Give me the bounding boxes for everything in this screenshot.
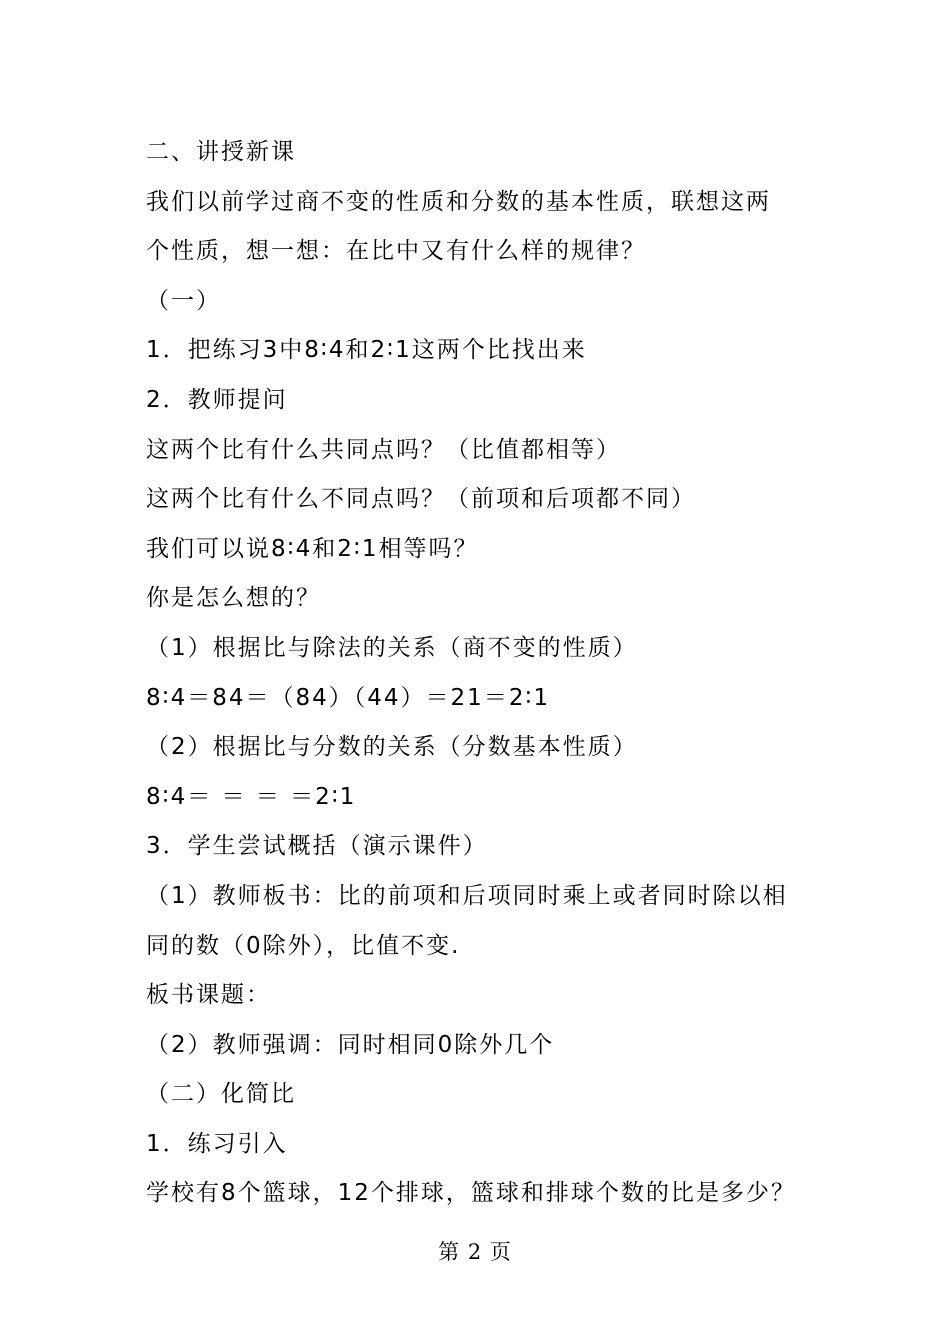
paragraph-line: 学校有8个篮球，12个排球，篮球和排球个数的比是多少？ [146, 1180, 796, 1207]
paragraph-line: 你是怎么想的？ [146, 585, 321, 612]
equation-line: 8∶4＝84＝（84）（44）＝21＝2∶1 [146, 684, 551, 711]
paragraph-line: 2．教师提问 [146, 386, 288, 413]
equation-line: 8∶4＝ ＝ ＝ ＝2∶1 [146, 783, 357, 810]
paragraph-line: 1．把练习3中8∶4和2∶1这两个比找出来 [146, 337, 587, 364]
paragraph-line: 1．练习引入 [146, 1130, 288, 1157]
subsection-heading: （二）化简比 [146, 1081, 296, 1108]
paragraph-line: 这两个比有什么不同点吗？（前项和后项都不同） [146, 486, 696, 513]
paragraph-line: （2）根据比与分数的关系（分数基本性质） [146, 734, 638, 761]
document-body [146, 128, 826, 1219]
paragraph-line: 我们可以说8∶4和2∶1相等吗？ [146, 535, 479, 562]
paragraph-line: 这两个比有什么共同点吗？（比值都相等） [146, 436, 621, 463]
paragraph-line: 板书课题： [146, 982, 271, 1009]
section-heading: 二、讲授新课 [146, 139, 296, 165]
page-number: 第 2 页 [438, 1240, 512, 1264]
paragraph-line: （1）教师板书：比的前项和后项同时乘上或者同时除以相 [146, 882, 788, 909]
paragraph-line: 我们以前学过商不变的性质和分数的基本性质，联想这两 [146, 188, 771, 215]
subsection-heading: （一） [146, 287, 221, 314]
paragraph-line: 同的数（0除外），比值不变. [146, 932, 461, 959]
paragraph-line: 3．学生尝试概括（演示课件） [146, 833, 488, 860]
paragraph-line: （2）教师强调：同时相同0除外几个 [146, 1031, 555, 1058]
paragraph-line: （1）根据比与除法的关系（商不变的性质） [146, 634, 638, 661]
paragraph-line: 个性质，想一想：在比中又有什么样的规律？ [146, 238, 646, 265]
